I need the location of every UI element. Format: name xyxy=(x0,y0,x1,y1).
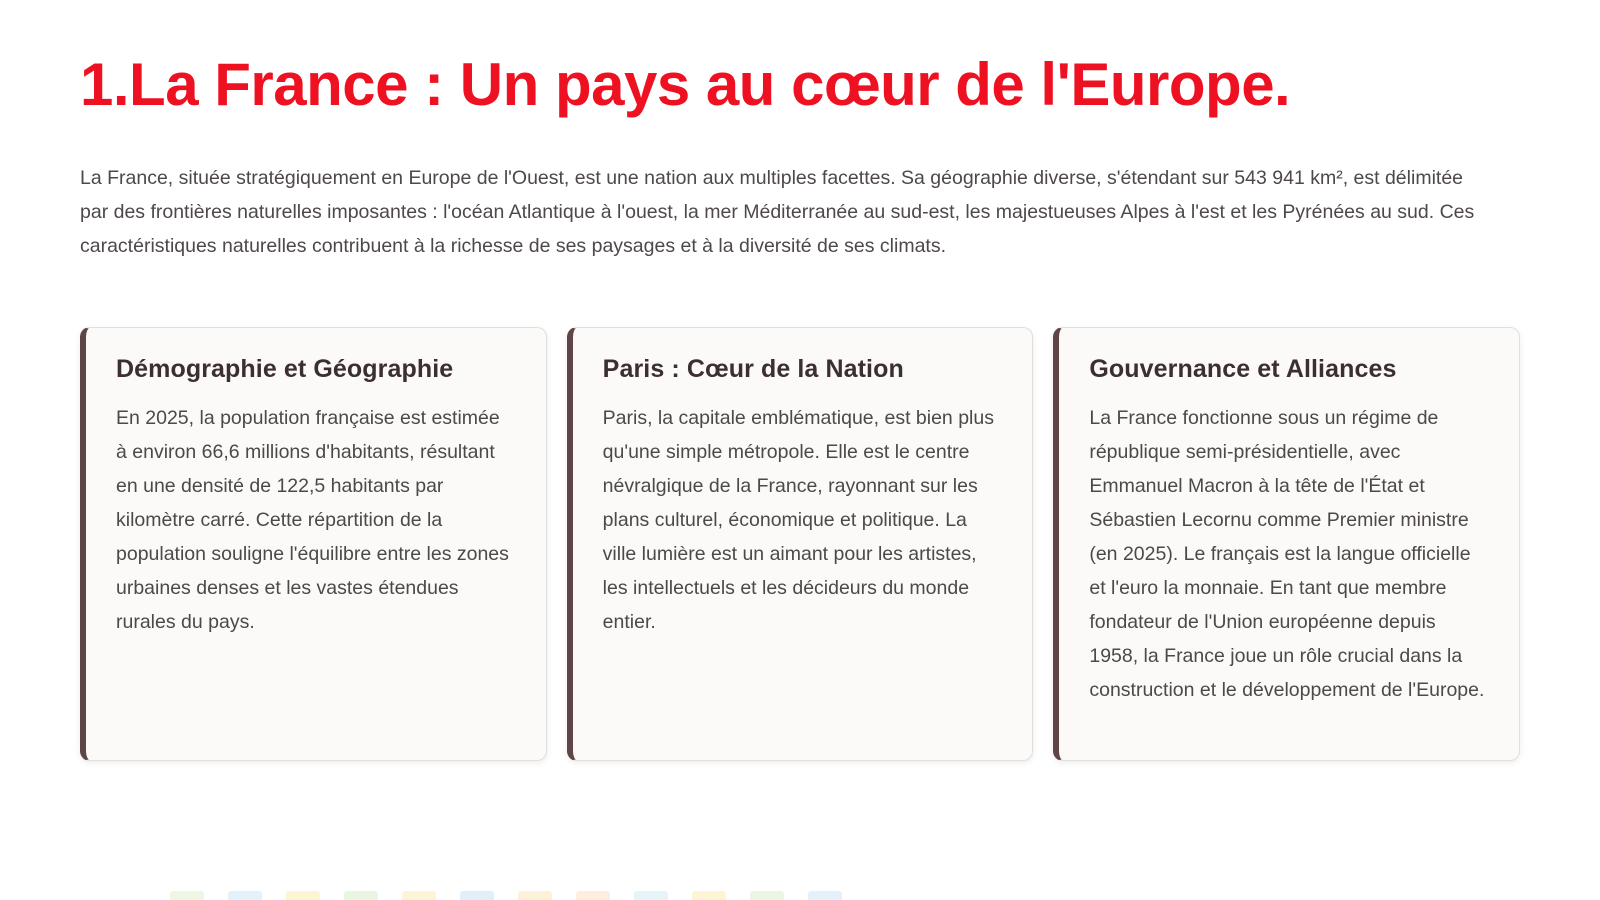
decor-strip-segment xyxy=(750,891,784,900)
info-cards-row xyxy=(80,327,1520,761)
card-body: La France fonctionne sous un régime de république semi-présidentielle, avec Emmanuel Macron à la tête de l'État et Sébastien Lecornu comme Premier ministre (en 2025). Le français est la langue officielle et l'euro la monnaie. En tant que membre fondateur de l'Union européenne depuis 1958, la France joue un rôle crucial dans la construction et le développement de l'Europe. xyxy=(1089,406,1485,701)
card-body: En 2025, la population française est estimée à environ 66,6 millions d'habitants, résultant en une densité de 122,5 habitants par kilomètre carré. Cette répartition de la population souligne l'équilibre entre les zones urbaines denses et les vastes étendues rurales du pays. xyxy=(116,406,509,633)
decor-strip-segment xyxy=(808,891,842,900)
decor-strip-segment xyxy=(170,891,204,900)
decor-strip-segment xyxy=(286,891,320,900)
decor-strip-segment xyxy=(692,891,726,900)
page-title: 1.La France : Un pays au cœur de l'Europe. xyxy=(80,51,1291,118)
card-demographie xyxy=(80,327,547,761)
card-title: Paris : Cœur de la Nation xyxy=(602,354,904,383)
intro-paragraph: La France, située stratégiquement en Europe de l'Ouest, est une nation aux multiples facettes. Sa géographie diverse, s'étendant sur 543 941 km², est délimitée par des frontières naturelles imposantes : l'océan Atlantique à l'ouest, la mer Méditerranée au sud-est, les majestueuses Alpes à l'est et les Pyrénées au sud. Ces caractéristiques naturelles contribuent à la richesse de ses paysages et à la diversité de ses climats. xyxy=(80,166,1475,257)
decor-strip-segment xyxy=(344,891,378,900)
decor-strip-segment xyxy=(460,891,494,900)
card-gouvernance xyxy=(1053,327,1520,761)
card-paris xyxy=(567,327,1034,761)
decor-strip-segment xyxy=(402,891,436,900)
decor-strip xyxy=(170,891,842,900)
decor-strip-segment xyxy=(576,891,610,900)
card-title: Gouvernance et Alliances xyxy=(1089,354,1397,383)
decor-strip-segment xyxy=(518,891,552,900)
decor-strip-segment xyxy=(634,891,668,900)
card-body: Paris, la capitale emblématique, est bien plus qu'une simple métropole. Elle est le centre névralgique de la France, rayonnant sur les plans culturel, économique et politique. La ville lumière est un aimant pour les artistes, les intellectuels et les décideurs du monde entier. xyxy=(602,406,994,633)
decor-strip-segment xyxy=(228,891,262,900)
card-title: Démographie et Géographie xyxy=(116,354,454,383)
